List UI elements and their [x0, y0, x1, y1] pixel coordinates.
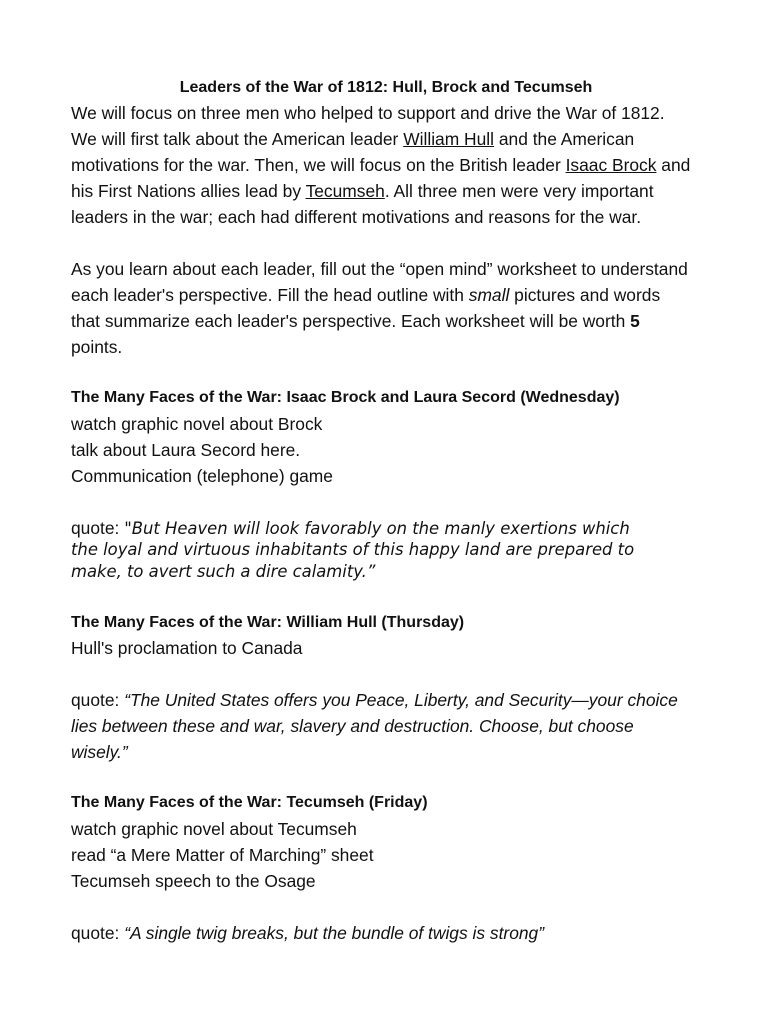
list-item: talk about Laura Secord here.: [71, 440, 301, 460]
instructions-line: each leader's perspective. Fill the head outline with small pictures and words: [71, 285, 661, 305]
instructions-line: points.: [71, 337, 123, 357]
list-item: Hull's proclamation to Canada: [71, 638, 303, 658]
instructions-line: As you learn about each leader, fill out the “open mind” worksheet to understand: [71, 259, 688, 279]
quote-text: wisely.”: [71, 742, 128, 762]
quote-text: the loyal and virtuous inhabitants of this happy land are prepared to: [71, 540, 635, 559]
points-value: 5: [630, 311, 640, 331]
intro-line: motivations for the war. Then, we will focus on the British leader Isaac Brock and: [71, 155, 691, 175]
list-item: watch graphic novel about Tecumseh: [71, 819, 357, 839]
isaac-brock-link[interactable]: Isaac Brock: [565, 155, 657, 175]
quote-text: make, to avert such a dire calamity.”: [71, 562, 376, 581]
brock-quote: [71, 517, 634, 583]
intro-line: leaders in the war; each had different motivations and reasons for the war.: [71, 207, 642, 227]
document-title: Leaders of the War of 1812: Hull, Brock and Tecumseh: [179, 79, 593, 96]
intro-line: We will first talk about the American leader William Hull and the American: [71, 129, 635, 149]
quote-text: “The United States offers you Peace, Liberty, and Security—your choice: [124, 690, 678, 710]
brock-activity-list: [71, 411, 333, 489]
list-item: Tecumseh speech to the Osage: [71, 871, 316, 891]
quote-label: quote:: [71, 923, 125, 943]
tecumseh-section-heading: The Many Faces of the War: Tecumseh (Friday): [71, 794, 428, 811]
list-item: read “a Mere Matter of Marching” sheet: [71, 845, 374, 865]
instructions-line: that summarize each leader's perspective. Each worksheet will be worth 5: [71, 311, 640, 331]
tecumseh-link[interactable]: Tecumseh: [305, 181, 385, 201]
quote-text: "But Heaven will look favorably on the manly exertions which: [124, 519, 630, 538]
emphasis-small: small: [468, 285, 510, 305]
intro-line: We will focus on three men who helped to support and drive the War of 1812.: [71, 103, 665, 123]
intro-paragraph: [71, 100, 690, 230]
instructions-paragraph: [71, 256, 688, 360]
quote-label: quote:: [71, 690, 125, 710]
intro-line: his First Nations allies lead by Tecumseh. All three men were very important: [71, 181, 654, 201]
list-item: Communication (telephone) game: [71, 466, 333, 486]
list-item: watch graphic novel about Brock: [71, 414, 323, 434]
william-hull-link[interactable]: William Hull: [403, 129, 495, 149]
hull-section-heading: The Many Faces of the War: William Hull (Thursday): [71, 614, 465, 631]
tecumseh-activity-list: [71, 816, 374, 894]
hull-activity-list: [71, 635, 302, 661]
hull-quote: [71, 687, 678, 765]
quote-label: quote:: [71, 518, 125, 538]
quote-text: lies between these and war, slavery and destruction. Choose, but choose: [71, 716, 634, 736]
brock-section-heading: The Many Faces of the War: Isaac Brock and Laura Secord (Wednesday): [71, 389, 620, 406]
quote-text: “A single twig breaks, but the bundle of twigs is strong”: [124, 923, 545, 943]
tecumseh-quote: [71, 920, 544, 946]
